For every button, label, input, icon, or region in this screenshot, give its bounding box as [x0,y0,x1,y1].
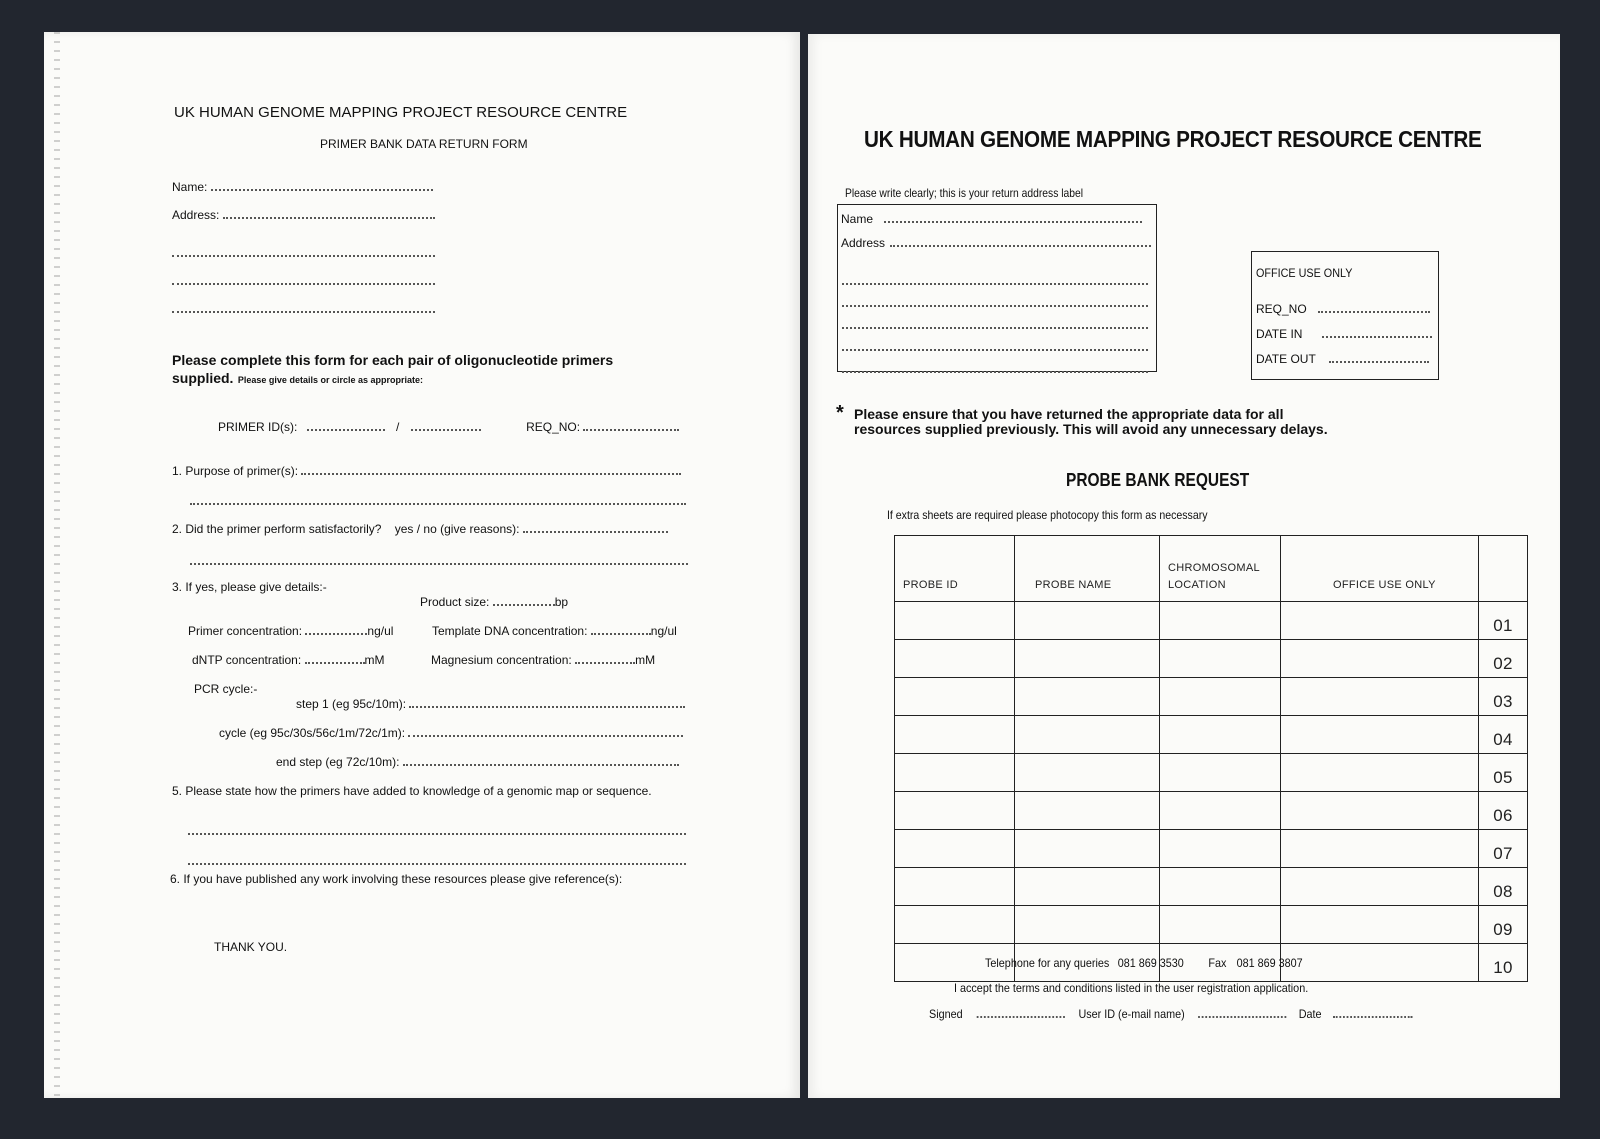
location-cell[interactable] [1160,906,1281,944]
row-number: 02 [1479,640,1528,678]
instruction-row-2 [172,370,423,388]
right-header: UK HUMAN GENOME MAPPING PROJECT RESOURCE CENTRE [864,126,1482,152]
col-probe-name: PROBE NAME [1015,536,1160,602]
address-line-3[interactable] [172,282,435,285]
magnesium-field[interactable] [575,661,635,664]
userid-field[interactable] [1198,1015,1286,1018]
row-number: 07 [1479,830,1528,868]
cycle-label: cycle (eg 95c/30s/56c/1m/72c/1m): [219,726,406,740]
office-cell[interactable] [1281,754,1479,792]
ra-address-row [841,236,1151,250]
q2-row [172,522,668,536]
template-conc-unit: ng/ul [650,624,677,638]
location-cell[interactable] [1160,602,1281,640]
office-cell[interactable] [1281,792,1479,830]
row-number: 06 [1479,792,1528,830]
fax-number: 081 869 3807 [1236,956,1303,970]
primer-bank-form-page [44,32,800,1098]
name-row [172,180,433,194]
notice-line-1: Please ensure that you have returned the appropriate data for all [854,406,1284,422]
office-cell[interactable] [1281,716,1479,754]
table-row [895,906,1528,944]
q2-field-2[interactable] [190,562,688,565]
primer-conc-unit: ng/ul [367,624,394,638]
location-cell[interactable] [1160,754,1281,792]
probe-bank-request-title: PROBE BANK REQUEST [1066,470,1250,490]
address-field[interactable] [223,216,435,219]
magnesium-unit: mM [635,653,656,667]
q6-label: 6. If you have published any work involving these resources please give reference(s): [170,872,623,886]
probe-name-cell[interactable] [1015,640,1160,678]
end-step-row [276,755,679,769]
probe-id-cell[interactable] [895,830,1015,868]
office-date-out-field[interactable] [1329,360,1429,363]
phone-number: 081 869 3530 [1117,956,1184,970]
fax-label: Fax [1208,956,1227,970]
binding-holes [54,32,60,1098]
office-date-in-field[interactable] [1322,335,1432,338]
office-req-field[interactable] [1318,310,1430,313]
office-date-out-label: DATE OUT [1256,352,1316,366]
location-cell[interactable] [1160,868,1281,906]
location-cell[interactable] [1160,678,1281,716]
table-row [895,868,1528,906]
address-line-4[interactable] [172,310,435,313]
req-no-field[interactable] [583,428,679,431]
left-header: UK HUMAN GENOME MAPPING PROJECT RESOURCE CENTRE [174,104,628,121]
office-req-label: REQ_NO [1256,302,1307,316]
probe-bank-request-page [808,34,1560,1098]
product-size-unit: bp [554,595,569,609]
col-chromosomal-location [1160,536,1281,602]
ra-line-5[interactable] [842,370,1148,373]
office-cell[interactable] [1281,868,1479,906]
dntp-row [192,653,385,667]
table-row [895,678,1528,716]
probe-id-cell[interactable] [895,754,1015,792]
office-use-title: OFFICE USE ONLY [1256,266,1353,280]
col-location-line-2: LOCATION [1168,579,1226,591]
probe-id-cell[interactable] [895,678,1015,716]
end-step-field[interactable] [403,763,679,766]
probe-name-cell[interactable] [1015,602,1160,640]
primer-conc-label: Primer concentration: [188,624,303,638]
signature-row [929,1007,1413,1021]
q5-label: 5. Please state how the primers have added to knowledge of a genomic map or sequence. [172,784,652,798]
terms-acceptance: I accept the terms and conditions listed in the user registration application. [954,981,1309,995]
ra-name-row [841,212,1142,226]
q1-row [172,464,681,478]
q2-field[interactable] [523,530,668,533]
table-row [895,830,1528,868]
cycle-row [219,726,683,740]
q1-field-2[interactable] [190,502,686,505]
photocopy-note: If extra sheets are required please photocopy this form as necessary [887,508,1208,522]
location-cell[interactable] [1160,716,1281,754]
table-row [895,754,1528,792]
table-row [895,716,1528,754]
dntp-label: dNTP concentration: [192,653,302,667]
probe-name-cell[interactable] [1015,830,1160,868]
dntp-unit: mM [364,653,385,667]
probe-name-cell[interactable] [1015,754,1160,792]
step1-label: step 1 (eg 95c/10m): [296,697,407,711]
ra-address-field[interactable] [890,244,1151,247]
primer-id-row [218,420,679,434]
q5-field-2[interactable] [188,862,686,865]
ra-name-label: Name [841,212,874,226]
form-subtitle: PRIMER BANK DATA RETURN FORM [320,137,528,151]
phone-label: Telephone for any queries [985,956,1110,970]
product-size-row [420,595,568,609]
date-label: Date [1298,1007,1322,1021]
dntp-field[interactable] [305,661,365,664]
product-size-label: Product size: [420,595,490,609]
step1-row [296,697,685,711]
primer-id-field-2[interactable] [411,428,481,431]
col-location-line-1: CHROMOSOMAL [1168,562,1260,574]
pcr-cycle-label: PCR cycle:- [194,682,258,696]
address-label: Address: [172,208,220,222]
table-row [895,602,1528,640]
location-cell[interactable] [1160,640,1281,678]
userid-label: User ID (e-mail name) [1078,1007,1185,1021]
ra-line-2[interactable] [842,304,1148,307]
req-no-label: REQ_NO: [526,420,581,434]
office-date-in-row [1256,327,1432,341]
instruction-main-2: supplied. [172,370,234,386]
row-number: 04 [1479,716,1528,754]
template-conc-label: Template DNA concentration: [432,624,588,638]
location-cell[interactable] [1160,792,1281,830]
probe-id-cell[interactable] [895,792,1015,830]
address-row [172,208,435,222]
primer-conc-field[interactable] [305,632,367,635]
probe-request-table [894,535,1528,982]
primer-conc-row [188,624,393,638]
probe-name-cell[interactable] [1015,716,1160,754]
row-number: 10 [1479,944,1528,982]
probe-name-cell[interactable] [1015,906,1160,944]
template-conc-field[interactable] [591,632,651,635]
name-label: Name: [172,180,208,194]
q1-field[interactable] [301,472,681,475]
step1-field[interactable] [409,705,685,708]
instruction-main: Please complete this form for each pair of oligonucleotide primers [172,352,614,368]
ra-name-field[interactable] [884,220,1142,223]
probe-id-cell[interactable] [895,716,1015,754]
row-number: 09 [1479,906,1528,944]
name-field[interactable] [211,188,433,191]
location-cell[interactable] [1160,830,1281,868]
col-row-number [1479,536,1528,602]
q1-label: 1. Purpose of primer(s): [172,464,299,478]
q2-options[interactable]: yes / no (give reasons): [394,522,520,536]
signed-field[interactable] [976,1015,1064,1018]
product-size-field[interactable] [493,603,555,606]
ra-line-3[interactable] [842,326,1148,329]
office-cell[interactable] [1281,640,1479,678]
magnesium-row [431,653,655,667]
q5-field-1[interactable] [188,832,686,835]
office-cell[interactable] [1281,830,1479,868]
row-number: 01 [1479,602,1528,640]
table-header-row [895,536,1528,602]
office-cell[interactable] [1281,944,1479,982]
ra-line-1[interactable] [842,282,1148,285]
office-cell[interactable] [1281,906,1479,944]
col-office-use: OFFICE USE ONLY [1281,536,1479,602]
row-number: 05 [1479,754,1528,792]
magnesium-label: Magnesium concentration: [431,653,572,667]
q2-label: 2. Did the primer perform satisfactorily? [172,522,382,536]
row-number: 08 [1479,868,1528,906]
thank-you: THANK YOU. [214,940,288,954]
primer-id-label: PRIMER ID(s): [218,420,298,434]
probe-id-cell[interactable] [895,640,1015,678]
office-cell[interactable] [1281,602,1479,640]
col-probe-id: PROBE ID [895,536,1015,602]
office-date-in-label: DATE IN [1256,327,1303,341]
ra-line-4[interactable] [842,348,1148,351]
cycle-field[interactable] [408,734,683,737]
date-field[interactable] [1334,1015,1413,1018]
probe-name-cell[interactable] [1015,678,1160,716]
end-step-label: end step (eg 72c/10m): [276,755,400,769]
ra-address-label: Address [841,236,886,250]
office-req-row [1256,302,1430,316]
q3-label: 3. If yes, please give details:- [172,580,327,594]
instruction-small: Please give details or circle as appropriate: [237,375,423,385]
row-number: 03 [1479,678,1528,716]
address-note: Please write clearly; this is your return address label [845,186,1084,200]
office-cell[interactable] [1281,678,1479,716]
table-row [895,640,1528,678]
contact-row [985,956,1303,970]
probe-id-cell[interactable] [895,906,1015,944]
notice-star-icon: * [836,402,844,424]
primer-id-field-1[interactable] [307,428,385,431]
template-conc-row [432,624,677,638]
probe-id-cell[interactable] [895,868,1015,906]
address-line-2[interactable] [172,254,435,257]
probe-name-cell[interactable] [1015,868,1160,906]
notice-line-2: resources supplied previously. This will avoid any unnecessary delays. [854,421,1328,437]
primer-id-slash: / [396,420,400,434]
office-date-out-row [1256,352,1429,366]
probe-id-cell[interactable] [895,602,1015,640]
probe-name-cell[interactable] [1015,792,1160,830]
signed-label: Signed [929,1007,963,1021]
table-row [895,792,1528,830]
